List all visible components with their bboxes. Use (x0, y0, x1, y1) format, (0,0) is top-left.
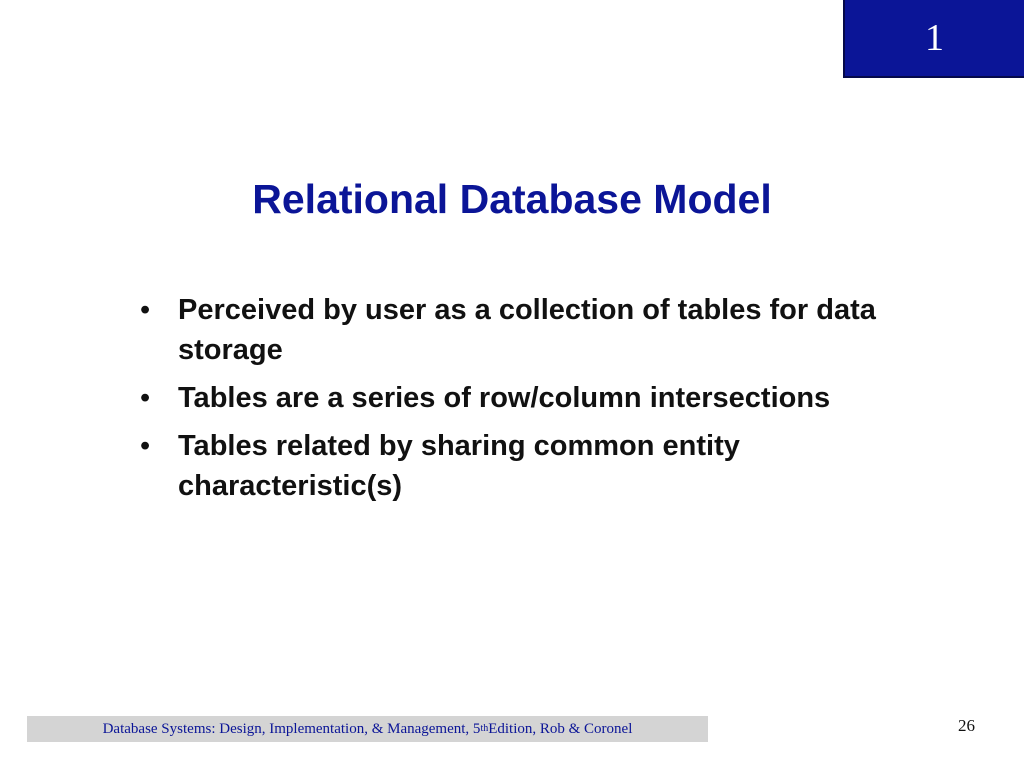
bullet-icon: • (140, 430, 151, 462)
chapter-number: 1 (925, 17, 944, 59)
page-number: 26 (958, 716, 975, 735)
footer-bar: Database Systems: Design, Implementation, & Management, 5 th Edition, Rob & Coronel (27, 716, 708, 742)
bullet-item (140, 290, 960, 370)
bullet-icon: • (140, 294, 151, 326)
bullet-list (140, 290, 960, 514)
chapter-number-box (843, 0, 1024, 78)
bullet-text: Tables related by sharing common entity characteristic(s) (178, 430, 740, 502)
bullet-item (140, 426, 960, 506)
bullet-item (140, 378, 960, 418)
bullet-icon: • (140, 382, 151, 414)
bullet-text: Tables are a series of row/column intersections (178, 382, 831, 414)
footer-text-main: Database Systems: Design, Implementation, & Management, 5 (102, 720, 481, 737)
bullet-text: Perceived by user as a collection of tables for data storage (178, 294, 876, 366)
footer-text-end: Edition, Rob & Coronel (488, 720, 633, 737)
slide-title: Relational Database Model (252, 176, 772, 222)
